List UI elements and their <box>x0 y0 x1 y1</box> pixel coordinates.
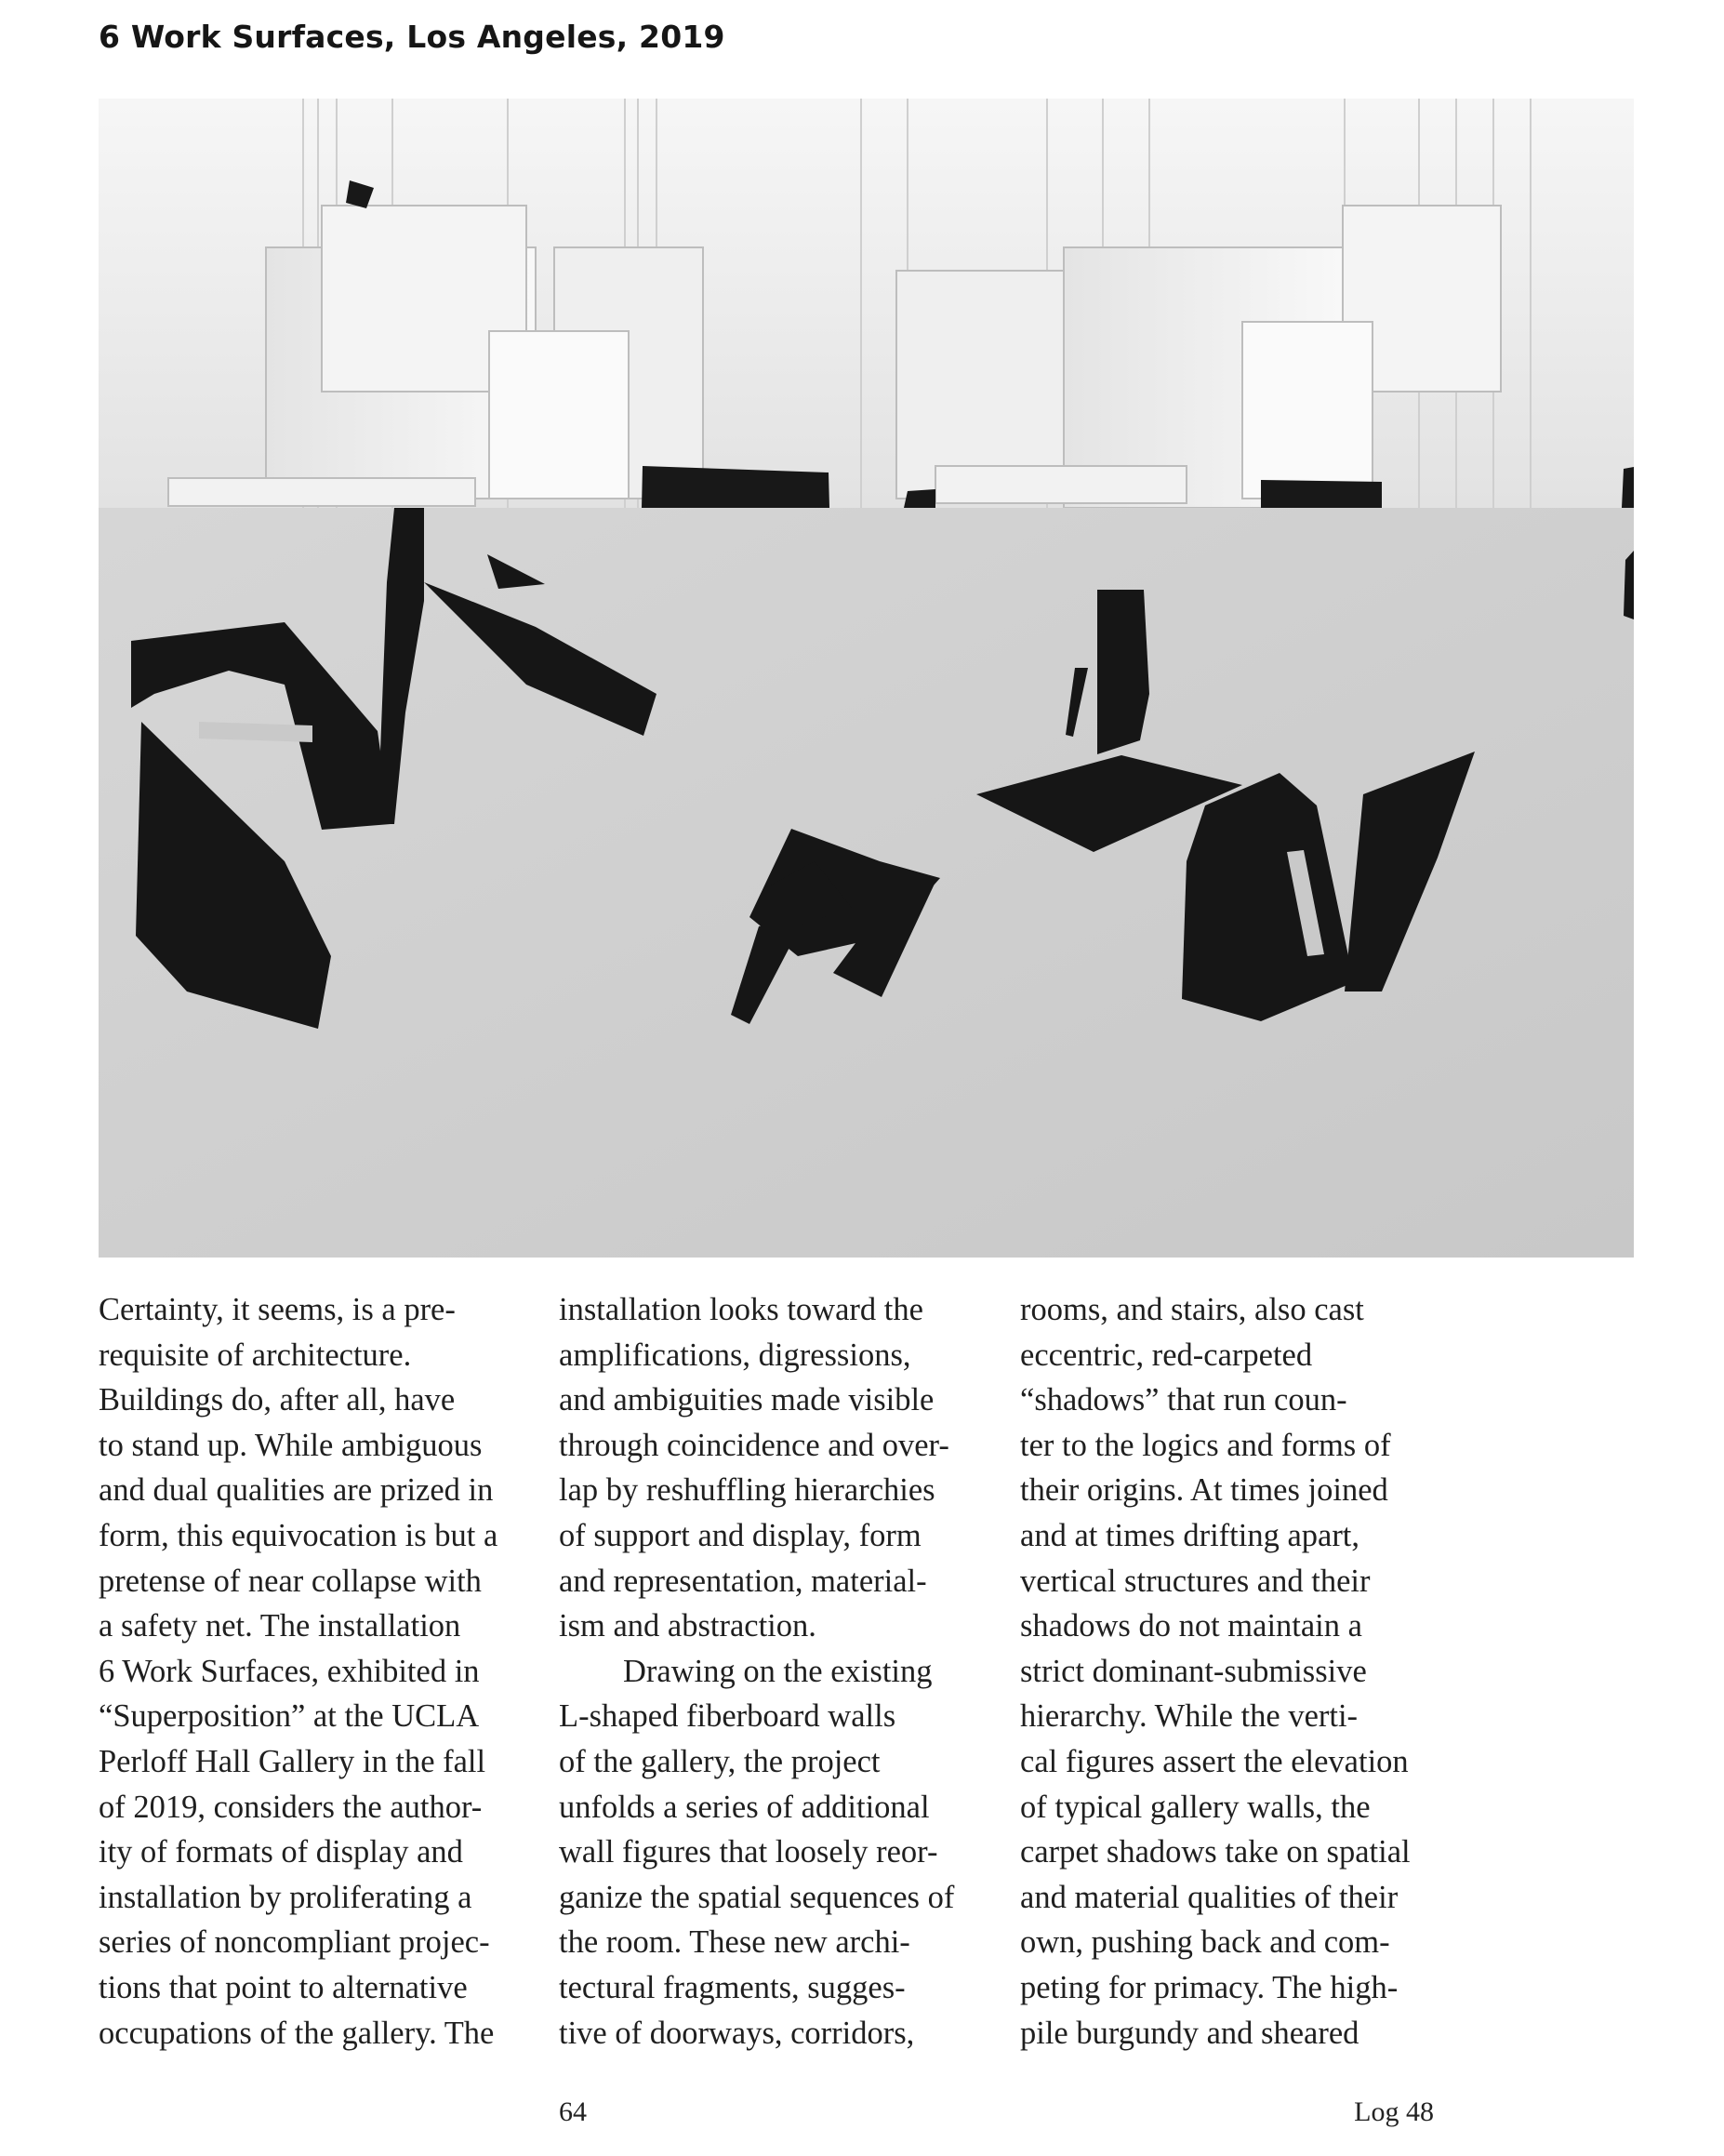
text-line: Certainty, it seems, is a pre- <box>99 1292 456 1327</box>
text-line: occupations of the gallery. The <box>99 2015 495 2051</box>
text-line: amplifications, digressions, <box>559 1337 911 1373</box>
text-line: installation by proliferating a <box>99 1879 472 1915</box>
text-line: eccentric, red-carpeted <box>1020 1337 1313 1373</box>
text-line: unfolds a series of additional <box>559 1789 930 1825</box>
text-line: “Superposition” at the UCLA <box>99 1698 480 1735</box>
running-head-title: 6 Work Surfaces, Los Angeles, 2019 <box>99 19 725 55</box>
issue-label: Log 48 <box>1354 2096 1434 2127</box>
text-line: and ambiguities made visible <box>559 1382 935 1418</box>
text-line: own, pushing back and com- <box>1020 1924 1390 1961</box>
text-line: lap by reshuffling hierarchies <box>559 1472 935 1509</box>
text-line: and representation, material- <box>559 1563 927 1599</box>
text-line: tions that point to alternative <box>99 1969 468 2005</box>
text-line: form, this equivocation is but a <box>99 1517 498 1553</box>
text-line: of the gallery, the project <box>559 1743 881 1779</box>
page-number: 64 <box>559 2096 587 2127</box>
text-line: tectural fragments, sugges- <box>559 1969 906 2005</box>
text-line: and dual qualities are prized in <box>99 1472 494 1509</box>
text-line: and at times drifting apart, <box>1020 1517 1360 1553</box>
text-line: strict dominant-submissive <box>1020 1653 1367 1689</box>
text-line: Drawing on the existing <box>559 1653 933 1689</box>
text-line: ity of formats of display and <box>99 1834 463 1870</box>
photo-installation-icon <box>99 99 1634 1258</box>
text-line: peting for primacy. The high- <box>1020 1969 1399 2005</box>
installation-photo <box>99 99 1634 1258</box>
text-column-3 <box>1020 1287 1457 2056</box>
text-line: Buildings do, after all, have <box>99 1382 456 1418</box>
text-line: of typical gallery walls, the <box>1020 1789 1371 1825</box>
text-line: shadows do not maintain a <box>1020 1608 1362 1644</box>
text-line: “shadows” that run coun- <box>1020 1382 1347 1418</box>
text-line: their origins. At times joined <box>1020 1472 1388 1509</box>
text-line: pile burgundy and sheared <box>1020 2015 1359 2051</box>
text-line: carpet shadows take on spatial <box>1020 1834 1411 1870</box>
text-line: pretense of near collapse with <box>99 1563 482 1599</box>
text-line: series of noncompliant projec- <box>99 1924 490 1961</box>
text-line: of support and display, form <box>559 1517 922 1553</box>
text-line: tive of doorways, corridors, <box>559 2015 915 2051</box>
text-line: through coincidence and over- <box>559 1427 949 1463</box>
text-line: installation looks toward the <box>559 1292 923 1327</box>
text-line: 6 Work Surfaces, exhibited in <box>99 1653 480 1689</box>
text-line: wall figures that loosely reor- <box>559 1834 938 1870</box>
text-line: and material qualities of their <box>1020 1879 1399 1915</box>
text-line: ganize the spatial sequences of <box>559 1879 955 1915</box>
text-line: requisite of architecture. <box>99 1337 412 1373</box>
text-line: of 2019, considers the author- <box>99 1789 483 1825</box>
text-line: cal figures assert the elevation <box>1020 1743 1409 1779</box>
text-line: L-shaped fiberboard walls <box>559 1698 896 1735</box>
text-line: a safety net. The installation <box>99 1608 461 1644</box>
text-line: Perloff Hall Gallery in the fall <box>99 1743 486 1779</box>
text-line: vertical structures and their <box>1020 1563 1371 1599</box>
text-line: rooms, and stairs, also cast <box>1020 1292 1364 1327</box>
text-column-2 <box>559 1287 996 2056</box>
text-line: ter to the logics and forms of <box>1020 1427 1391 1463</box>
text-line: hierarchy. While the verti- <box>1020 1698 1359 1735</box>
text-line: the room. These new archi- <box>559 1924 910 1961</box>
text-line: ism and abstraction. <box>559 1608 816 1644</box>
text-column-1 <box>99 1287 536 2056</box>
text-line: to stand up. While ambiguous <box>99 1427 483 1463</box>
